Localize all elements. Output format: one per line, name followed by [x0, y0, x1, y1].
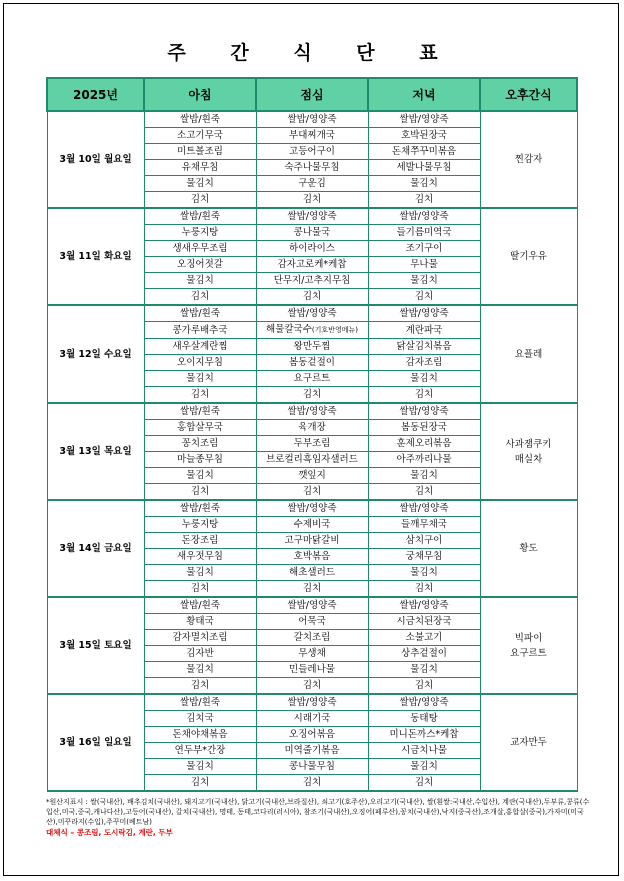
- breakfast-item: 홍합살무국: [144, 420, 256, 436]
- dinner-item: 김치: [368, 192, 480, 209]
- day-group: [47, 597, 577, 694]
- breakfast-item: 누룽지탕: [144, 517, 256, 533]
- dinner-item: 물김치: [368, 371, 480, 387]
- dinner-item: 쌀밥/영양죽: [368, 305, 480, 322]
- dinner-item: 시금치된장국: [368, 614, 480, 630]
- header-lunch: 점심: [256, 78, 368, 111]
- lunch-item: 김치: [256, 192, 368, 209]
- lunch-note: (기호반영메뉴): [311, 326, 358, 334]
- lunch-item: 두부조림: [256, 436, 368, 452]
- breakfast-item: 새우젓무침: [144, 549, 256, 565]
- lunch-item: 미역줄기볶음: [256, 743, 368, 759]
- breakfast-item: 돈장조림: [144, 533, 256, 549]
- lunch-item: 숙주나물무침: [256, 160, 368, 176]
- allergy-note: 대체식 – 콩조림, 도시락김, 계란, 두부: [46, 828, 173, 837]
- breakfast-item: 김치: [144, 484, 256, 501]
- breakfast-item: 콩가루배추국: [144, 322, 256, 339]
- breakfast-item: 물김치: [144, 565, 256, 581]
- table-row: [47, 500, 577, 517]
- breakfast-item: 소고기무국: [144, 128, 256, 144]
- day-label: 3월 14일 금요일: [47, 500, 144, 597]
- snack-cell: 요플레: [480, 305, 577, 403]
- lunch-item: 봄동겉절이: [256, 355, 368, 371]
- breakfast-item: 새우살계란찜: [144, 339, 256, 355]
- breakfast-item: 쌀밥/흰죽: [144, 111, 256, 128]
- dinner-item: 쌀밥/영양죽: [368, 403, 480, 420]
- lunch-item: 요구르트: [256, 371, 368, 387]
- dinner-item: 김치: [368, 484, 480, 501]
- lunch-item: 콩나물국: [256, 225, 368, 241]
- breakfast-item: 물김치: [144, 176, 256, 192]
- breakfast-item: 누룽지탕: [144, 225, 256, 241]
- breakfast-item: 김치국: [144, 711, 256, 727]
- day-group: [47, 111, 577, 208]
- lunch-item: 쌀밥/영양죽: [256, 500, 368, 517]
- lunch-item: 고구마닭갈비: [256, 533, 368, 549]
- lunch-item: 하이라이스: [256, 241, 368, 257]
- breakfast-item: 오이지무침: [144, 355, 256, 371]
- lunch-item: 갈치조림: [256, 630, 368, 646]
- dinner-item: 아주까리나물: [368, 452, 480, 468]
- dinner-item: 세발나물무침: [368, 160, 480, 176]
- breakfast-item: 쌀밥/흰죽: [144, 208, 256, 225]
- snack-cell: 교자만두: [480, 694, 577, 791]
- table-row: [47, 111, 577, 128]
- lunch-item: 김치: [256, 775, 368, 792]
- breakfast-item: 생새우무조림: [144, 241, 256, 257]
- dinner-item: 미니돈까스*케찹: [368, 727, 480, 743]
- table-row: [47, 597, 577, 614]
- lunch-item: 감자고로케*케찹: [256, 257, 368, 273]
- dinner-item: 감자조림: [368, 355, 480, 371]
- snack-line: 사과잼쿠키: [505, 438, 552, 450]
- breakfast-item: 물김치: [144, 273, 256, 289]
- lunch-item: 쌀밥/영양죽: [256, 305, 368, 322]
- breakfast-item: 황태국: [144, 614, 256, 630]
- dinner-item: 김치: [368, 775, 480, 792]
- snack-cell: 찐감자: [480, 111, 577, 208]
- table-row: [47, 403, 577, 420]
- dinner-item: 무나물: [368, 257, 480, 273]
- header-row: [47, 78, 577, 111]
- breakfast-item: 감자멸치조림: [144, 630, 256, 646]
- lunch-item: 부대찌개국: [256, 128, 368, 144]
- breakfast-item: 김치: [144, 289, 256, 306]
- dinner-item: 김치: [368, 387, 480, 404]
- lunch-item: 고등어구이: [256, 144, 368, 160]
- dinner-item: 시금치나물: [368, 743, 480, 759]
- breakfast-item: 김치: [144, 678, 256, 695]
- lunch-item: 김치: [256, 387, 368, 404]
- dinner-item: 물김치: [368, 759, 480, 775]
- lunch-item: [256, 322, 368, 339]
- lunch-item: 쌀밥/영양죽: [256, 208, 368, 225]
- header-breakfast: 아침: [144, 78, 256, 111]
- dinner-item: 조기구이: [368, 241, 480, 257]
- snack-line: 매실차: [514, 453, 543, 465]
- dinner-item: 닭살김치볶음: [368, 339, 480, 355]
- dinner-item: 봄동된장국: [368, 420, 480, 436]
- dinner-item: 호박된장국: [368, 128, 480, 144]
- day-label: 3월 16일 일요일: [47, 694, 144, 791]
- breakfast-item: 미트볼조림: [144, 144, 256, 160]
- day-group: [47, 500, 577, 597]
- day-label: 3월 13일 목요일: [47, 403, 144, 500]
- day-group: [47, 208, 577, 305]
- snack-cell: 황도: [480, 500, 577, 597]
- dinner-item: 물김치: [368, 662, 480, 678]
- dinner-item: 훈제오리볶음: [368, 436, 480, 452]
- lunch-item: 김치: [256, 581, 368, 598]
- origin-footnote: *원산지표시 : 쌀(국내산), 배추김치(국내산), 돼지고기(국내산), 닭고기(국내산,브라질산), 쇠고기(호주산),오리고기(국내산), 쌀(흰쌀:국내산,수입산), 계란(국내산),두부류,콩류(수입산,미국,중국,캐나다산),고등어(국내산), 갈치(국내산), 명태, 동태,코다리(러시아), 참조기(국내산),오징어(페루산),꽁치(국내산),낙지(중국산),조개살,홍합살(중국),가자미(미국산),미꾸라지(수입),주꾸미(베트남): [46, 798, 590, 826]
- lunch-item-text: 해물칼국수: [266, 324, 312, 335]
- breakfast-item: 물김치: [144, 371, 256, 387]
- day-label: 3월 12일 수요일: [47, 305, 144, 403]
- breakfast-item: 돈채야채볶음: [144, 727, 256, 743]
- lunch-item: 김치: [256, 289, 368, 306]
- snack-cell: 딸기우유: [480, 208, 577, 305]
- lunch-item: 김치: [256, 484, 368, 501]
- lunch-item: 육개장: [256, 420, 368, 436]
- lunch-item: 호박볶음: [256, 549, 368, 565]
- breakfast-item: 물김치: [144, 759, 256, 775]
- breakfast-item: 물김치: [144, 468, 256, 484]
- snack-cell: [480, 597, 577, 694]
- dinner-item: 쌀밥/영양죽: [368, 111, 480, 128]
- breakfast-item: 김자반: [144, 646, 256, 662]
- page-title: 주 간 식 단 표: [167, 42, 457, 64]
- dinner-item: 쌀밥/영양죽: [368, 694, 480, 711]
- lunch-item: 쌀밥/영양죽: [256, 111, 368, 128]
- breakfast-item: 김치: [144, 775, 256, 792]
- dinner-item: 계란파국: [368, 322, 480, 339]
- lunch-item: 쌀밥/영양죽: [256, 403, 368, 420]
- lunch-item: 김치: [256, 678, 368, 695]
- dinner-item: 물김치: [368, 273, 480, 289]
- lunch-item: 시래기국: [256, 711, 368, 727]
- lunch-item: 브로컬리흑임자샐러드: [256, 452, 368, 468]
- header-dinner: 저녁: [368, 78, 480, 111]
- lunch-item: 민들레나물: [256, 662, 368, 678]
- dinner-item: 삼치구이: [368, 533, 480, 549]
- dinner-item: 물김치: [368, 468, 480, 484]
- dinner-item: 김치: [368, 678, 480, 695]
- breakfast-item: 오징어젓갈: [144, 257, 256, 273]
- dinner-item: 김치: [368, 289, 480, 306]
- table-row: [47, 694, 577, 711]
- dinner-item: 소불고기: [368, 630, 480, 646]
- dinner-item: 들깨무채국: [368, 517, 480, 533]
- dinner-item: 궁채무침: [368, 549, 480, 565]
- dinner-item: 쌀밥/영양죽: [368, 597, 480, 614]
- lunch-item: 왕만두찜: [256, 339, 368, 355]
- snack-line: 요구르트: [510, 647, 547, 659]
- breakfast-item: 김치: [144, 581, 256, 598]
- dinner-item: 물김치: [368, 565, 480, 581]
- table-row: [47, 208, 577, 225]
- day-label: 3월 10일 월요일: [47, 111, 144, 208]
- day-group: [47, 694, 577, 791]
- header-snack: 오후간식: [480, 78, 577, 111]
- snack-cell: [480, 403, 577, 500]
- breakfast-item: 꽁치조림: [144, 436, 256, 452]
- lunch-item: 콩나물무침: [256, 759, 368, 775]
- lunch-item: 구운김: [256, 176, 368, 192]
- dinner-item: 쌀밥/영양죽: [368, 500, 480, 517]
- dinner-item: 돈채쭈꾸미볶음: [368, 144, 480, 160]
- dinner-item: 상추겉절이: [368, 646, 480, 662]
- breakfast-item: 김치: [144, 387, 256, 404]
- day-group: [47, 305, 577, 403]
- breakfast-item: 쌀밥/흰죽: [144, 403, 256, 420]
- lunch-item: 단무지/고추지무침: [256, 273, 368, 289]
- breakfast-item: 김치: [144, 192, 256, 209]
- lunch-item: 수제비국: [256, 517, 368, 533]
- menu-table: [46, 77, 578, 792]
- breakfast-item: 마늘종무침: [144, 452, 256, 468]
- dinner-item: 김치: [368, 581, 480, 598]
- day-label: 3월 11일 화요일: [47, 208, 144, 305]
- lunch-item: 무생채: [256, 646, 368, 662]
- lunch-item: 어묵국: [256, 614, 368, 630]
- table-row: [47, 305, 577, 322]
- breakfast-item: 연두부*간장: [144, 743, 256, 759]
- dinner-item: 쌀밥/영양죽: [368, 208, 480, 225]
- header-year: 2025년: [47, 78, 144, 111]
- lunch-item: 쌀밥/영양죽: [256, 597, 368, 614]
- breakfast-item: 유채무침: [144, 160, 256, 176]
- day-label: 3월 15일 토요일: [47, 597, 144, 694]
- breakfast-item: 쌀밥/흰죽: [144, 500, 256, 517]
- breakfast-item: 쌀밥/흰죽: [144, 597, 256, 614]
- breakfast-item: 물김치: [144, 662, 256, 678]
- dinner-item: 동태탕: [368, 711, 480, 727]
- breakfast-item: 쌀밥/흰죽: [144, 694, 256, 711]
- lunch-item: 해초샐러드: [256, 565, 368, 581]
- lunch-item: 오징어볶음: [256, 727, 368, 743]
- dinner-item: 들기름미역국: [368, 225, 480, 241]
- breakfast-item: 쌀밥/흰죽: [144, 305, 256, 322]
- lunch-item: 깻잎지: [256, 468, 368, 484]
- dinner-item: 물김치: [368, 176, 480, 192]
- day-group: [47, 403, 577, 500]
- lunch-item: 쌀밥/영양죽: [256, 694, 368, 711]
- snack-line: 빅파이: [514, 632, 543, 644]
